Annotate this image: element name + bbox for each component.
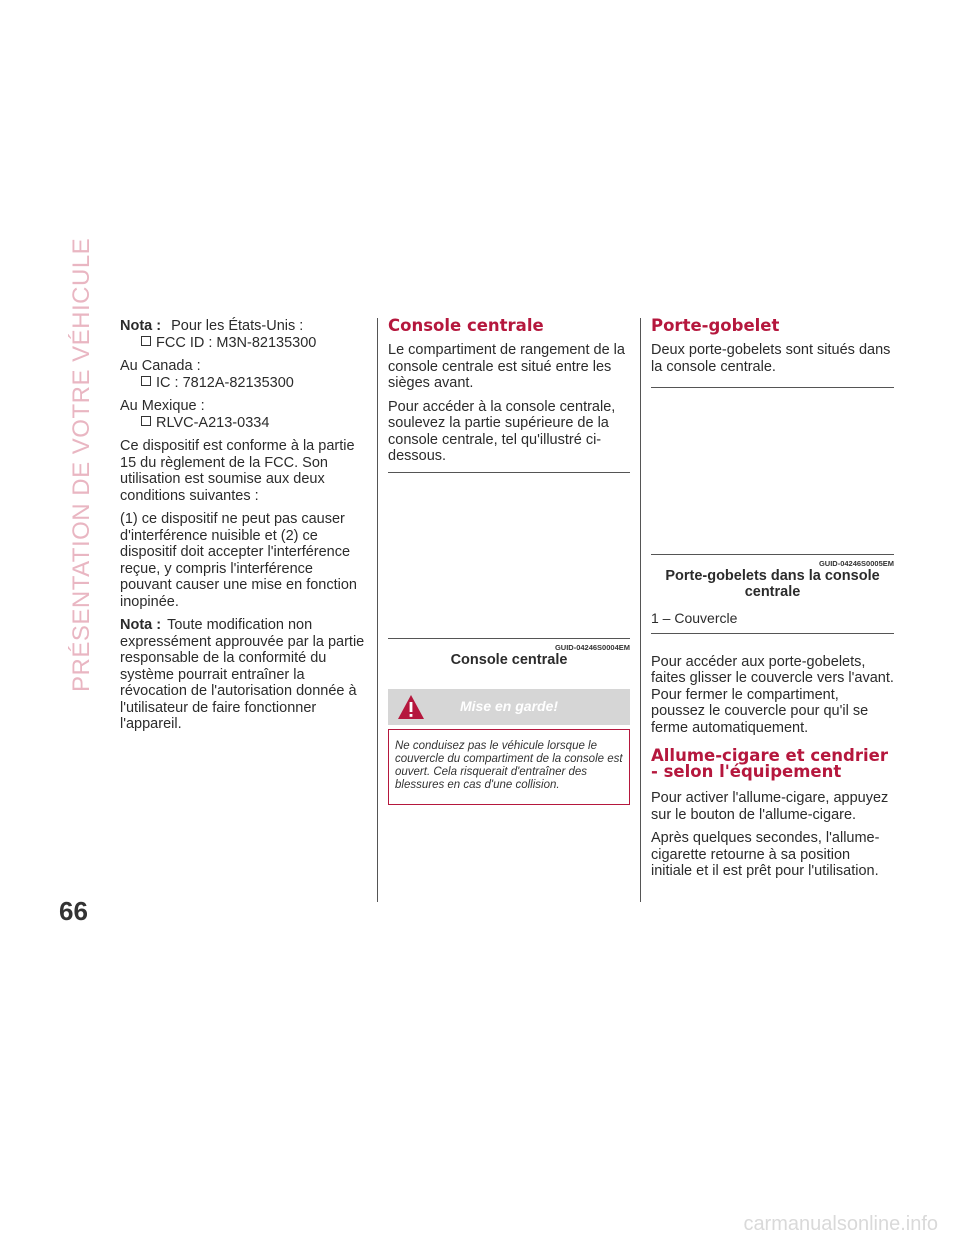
- column-3: [651, 318, 894, 887]
- figure-bottom-rule: [651, 554, 894, 555]
- console-paragraph-2: Pour accéder à la console centrale, soulevez la partie supérieure de la console centrale, tel qu'illustré ci-dessous.: [388, 398, 616, 464]
- section-heading-lighter: Allume-cigare et cendrier - selon l'équipement: [651, 746, 888, 781]
- bullet-text: IC : 7812A-82135300: [156, 374, 294, 391]
- nota-modification: [120, 617, 366, 733]
- figure-bottom-rule: [388, 638, 630, 639]
- figure-caption: Porte-gobelets dans la console centrale: [665, 568, 880, 600]
- lighter-paragraph-1: Pour activer l'allume-cigare, appuyez sur le bouton de l'allume-cigare.: [651, 790, 889, 823]
- cupholder-access-paragraph: Pour accéder aux porte-gobelets, faites glisser le couvercle vers l'avant. Pour fermer le compartiment, poussez le couvercle pour qu'il se ferme automatiquement.: [651, 653, 894, 736]
- legend-rule: [651, 633, 894, 634]
- warning-title: Mise en garde!: [459, 697, 559, 714]
- bullet-text: FCC ID : M3N-82135300: [156, 334, 317, 351]
- warning-header: [388, 689, 630, 725]
- figure-area: [388, 473, 630, 638]
- checkbox-bullet-icon: [141, 416, 151, 426]
- nota-text: Toute modification non expressément approuvée par la partie responsable de la conformité du système pourrait entraîner la révocation de l'autorisation donnée à l'utilisateur de faire fonctionner l'appareil.: [120, 617, 365, 732]
- column-2: [388, 318, 630, 805]
- cupholder-paragraph: Deux porte-gobelets sont situés dans la console centrale.: [651, 342, 891, 375]
- fcc-conformity-paragraph: Ce dispositif est conforme à la partie 15 du règlement de la FCC. Son utilisation est soumise aux deux conditions suivantes :: [120, 438, 355, 504]
- figure-area: [651, 388, 894, 554]
- mexique-label: Au Mexique :: [120, 398, 205, 414]
- column-divider: [377, 318, 378, 902]
- list-item: [141, 375, 366, 392]
- column-1: [120, 318, 366, 740]
- canada-label: Au Canada :: [120, 358, 201, 374]
- list-item: [141, 335, 366, 352]
- figure-legend: 1 – Couvercle: [651, 610, 738, 626]
- watermark: carmanualsonline.info: [743, 1213, 938, 1235]
- section-heading-console: Console centrale: [388, 316, 544, 335]
- list-item: [141, 415, 366, 432]
- figure-id: GUID-04246S0004EM: [554, 642, 630, 652]
- lighter-paragraph-2: Après quelques secondes, l'allume-cigarette retourne à sa position initiale et il est prêt pour l'utilisation.: [651, 830, 880, 879]
- console-paragraph-1: Le compartiment de rangement de la console centrale est situé entre les sièges avant.: [388, 342, 625, 391]
- page-number: 66: [59, 896, 88, 926]
- warning-body: Ne conduisez pas le véhicule lorsque le couvercle du compartiment de la console est ouvert. Cela risquerait d'entraîner des blessures en cas d'une collision.: [388, 729, 630, 805]
- section-heading-cupholder: Porte-gobelet: [651, 316, 780, 335]
- column-divider: [640, 318, 641, 902]
- nota-label: Nota :: [120, 617, 162, 633]
- figure-id: GUID-04246S0005EM: [818, 559, 894, 568]
- bullet-text: RLVC-A213-0334: [156, 414, 270, 431]
- nota-text: Pour les États-Unis :: [171, 318, 304, 334]
- checkbox-bullet-icon: [141, 336, 151, 346]
- nota-label: Nota :: [120, 318, 162, 334]
- sidebar-section-title: PRÉSENTATION DE VOTRE VÉHICULE: [68, 237, 95, 692]
- checkbox-bullet-icon: [141, 376, 151, 386]
- interference-paragraph: (1) ce dispositif ne peut pas causer d'interférence nuisible et (2) ce dispositif doit accepter l'interférence reçue, y compris l'interférence pouvant causer une mise en fonction inopinée.: [120, 511, 357, 610]
- nota-usa: [120, 318, 366, 335]
- figure-caption: Console centrale: [450, 651, 568, 668]
